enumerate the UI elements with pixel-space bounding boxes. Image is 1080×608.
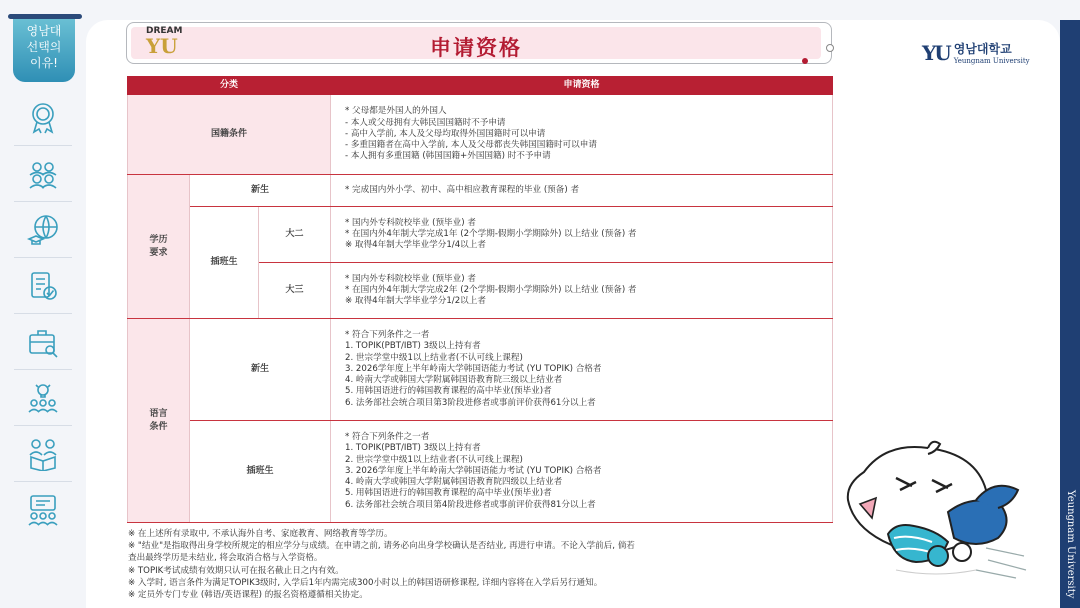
requirement-line: 2. 世宗学堂中级1以上结业者(不认可线上课程) <box>345 454 523 465</box>
chat-presentation-icon <box>26 493 60 527</box>
requirement-line: 4. 岭南大学或韩国大学附属韩国语教育院三级以上结业者 <box>345 375 563 386</box>
title-background <box>131 27 821 59</box>
table-row-education-freshman <box>128 175 833 207</box>
top-accent-bar <box>8 14 82 19</box>
requirement-line: 4. 岭南大学或韩国大学附属韩国语教育院四级以上结业者 <box>345 477 563 488</box>
category-education <box>128 175 190 319</box>
mascot-illustration <box>836 438 1032 588</box>
requirement-line: * 完成国内外小学、初中、高中相应教育课程的毕业 (预备) 者 <box>345 184 580 195</box>
footnote-line: ※ "结业"是指取得出身学校所规定的相应学分与成绩。在申请之前, 请务必向出身学校确认是否结业, 再进行申请。不论入学前后, 倘若 <box>128 541 635 552</box>
requirement-line: * 在国内外4年制大学完成1年 (2个学期-假期小学期除外) 以上结业 (预备) 者 <box>345 228 637 239</box>
education-sophomore-requirements <box>331 207 833 263</box>
sidebar-item-document[interactable] <box>14 258 72 314</box>
category-line: 语言 <box>149 408 168 419</box>
sidebar-item-global[interactable] <box>14 202 72 258</box>
subcategory-sophomore: 大二 <box>259 207 331 263</box>
requirement-line: * 在国内外4年制大学完成2年 (2个学期-假期小学期除外) 以上结业 (预备) 者 <box>345 284 637 295</box>
title-knob-ornament <box>826 44 834 52</box>
yu-logo-mark: YU <box>922 40 950 65</box>
footnote-line: ※ 在上述所有录取中, 不承认海外自考、家庭教育、网络教育等学历。 <box>128 529 393 539</box>
language-freshman-requirements <box>331 319 833 421</box>
badge-line: 선택의 <box>26 40 62 54</box>
requirement-line: * 符合下列条件之一者 <box>345 329 430 340</box>
dream-yu-logo <box>146 26 198 60</box>
subcategory-transfer: 插班生 <box>190 421 331 523</box>
university-logo <box>922 40 1030 65</box>
document-check-icon <box>26 269 60 303</box>
table-row-language-transfer <box>128 421 833 523</box>
sidebar-item-people[interactable] <box>14 146 72 202</box>
education-junior-requirements <box>331 263 833 319</box>
people-group-icon <box>26 157 60 191</box>
requirement-line: - 本人或父母拥有大韩民国国籍时不予申请 <box>345 117 506 128</box>
dream-logo-main: YU <box>146 34 178 58</box>
requirement-line: 3. 2026学年度上半年岭南大学韩国语能力考试 (YU TOPIK) 合格者 <box>345 363 602 374</box>
nationality-requirements <box>331 95 833 175</box>
requirement-line: * 国内外专科院校毕业 (预毕业) 者 <box>345 217 476 228</box>
dream-logo-top: DREAM <box>146 26 183 36</box>
footnote-line: ※ TOPIK考试成绩有效期只认可在报名截止日之内有效。 <box>128 565 344 576</box>
category-line: 条件 <box>149 421 168 432</box>
requirement-line: 6. 法务部社会统合项目第4阶段进修者或事前评价获得81分以上者 <box>345 499 596 510</box>
subcategory-junior: 大三 <box>259 263 331 319</box>
subcategory-transfer: 插班生 <box>190 207 259 319</box>
footnote-line: ※ 入学时, 语言条件为满足TOPIK3级时, 入学后1年内需完成300小时以上的韩国语研修课程, 详细内容将在入学后另行通知。 <box>128 577 603 588</box>
requirement-line: * 符合下列条件之一者 <box>345 431 430 442</box>
requirement-line: 3. 2026学年度上半年岭南大学韩国语能力考试 (YU TOPIK) 合格者 <box>345 465 602 476</box>
requirement-line: 2. 世宗学堂中级1以上结业者(不认可线上课程) <box>345 352 523 363</box>
globe-graduation-icon <box>26 213 60 247</box>
subcategory-freshman: 新生 <box>190 319 331 421</box>
table-row-language-freshman <box>128 319 833 421</box>
sidebar-item-chat[interactable] <box>14 482 72 538</box>
subcategory-freshman: 新生 <box>190 175 331 207</box>
education-freshman-requirements <box>331 175 833 207</box>
side-university-label: Yeungnam University <box>1065 490 1076 599</box>
requirement-line: 1. TOPIK(PBT/IBT) 3级以上持有者 <box>345 341 481 352</box>
table-row-education-sophomore <box>128 207 833 263</box>
requirement-line: ※ 取得4年制大学毕业学分1/2以上者 <box>345 296 486 307</box>
logo-name-english: Yeungnam University <box>953 57 1030 65</box>
table-row-nationality <box>128 95 833 175</box>
language-transfer-requirements <box>331 421 833 523</box>
col-header-requirements: 申请资格 <box>331 77 833 95</box>
requirement-line: 5. 用韩国语进行的韩国教育课程的高中毕业(预毕业)者 <box>345 488 552 499</box>
award-ribbon-icon <box>26 101 60 135</box>
requirement-line: - 高中入学前, 本人及父母均取得外国国籍时可以申请 <box>345 128 546 139</box>
col-header-category: 分类 <box>128 77 331 95</box>
category-language <box>128 319 190 523</box>
logo-name-korean: 영남대학교 <box>953 42 1012 56</box>
title-dot-ornament <box>802 58 808 64</box>
sidebar-item-career[interactable] <box>14 314 72 370</box>
requirement-line: 1. TOPIK(PBT/IBT) 3级以上持有者 <box>345 443 481 454</box>
why-choose-badge[interactable] <box>13 14 75 82</box>
sidebar-item-award[interactable] <box>14 90 72 146</box>
sidebar-item-reading[interactable] <box>14 426 72 482</box>
category-line: 要求 <box>149 247 168 258</box>
sidebar-item-ideas[interactable] <box>14 370 72 426</box>
category-line: 学历 <box>149 234 168 245</box>
lightbulb-team-icon <box>26 381 60 415</box>
requirement-line: * 父母都是外国人的外国人 <box>345 106 447 117</box>
requirement-line: - 多重国籍者在高中入学前, 本人及父母都丧失韩国国籍时可以申请 <box>345 140 597 151</box>
footnote-line: ※ 定员外专门专业 (韩语/英语课程) 的报名资格遵循相关协定。 <box>128 590 368 601</box>
category-nationality: 国籍条件 <box>128 95 331 175</box>
page-title: 申请资格 <box>430 36 522 60</box>
title-frame <box>126 22 832 64</box>
reading-people-icon <box>26 437 60 471</box>
left-sidebar <box>0 0 86 608</box>
requirement-line: ※ 取得4年制大学毕业学分1/4以上者 <box>345 240 486 251</box>
requirement-line: 5. 用韩国语进行的韩国教育课程的高中毕业(预毕业)者 <box>345 386 552 397</box>
requirement-line: 6. 法务部社会统合项目第3阶段进修者或事前评价获得61分以上者 <box>345 397 596 408</box>
requirement-line: - 本人拥有多重国籍 (韩国国籍+外国国籍) 时不予申请 <box>345 151 551 162</box>
badge-line: 영남대 <box>26 24 62 38</box>
requirement-line: * 国内外专科院校毕业 (预毕业) 者 <box>345 273 476 284</box>
briefcase-search-icon <box>26 325 60 359</box>
footnote-line: 查出最终学历是未结业, 将会取消合格与入学资格。 <box>128 553 323 564</box>
footnotes <box>128 528 848 601</box>
badge-line: 이유! <box>30 56 58 70</box>
requirements-table <box>127 76 833 523</box>
